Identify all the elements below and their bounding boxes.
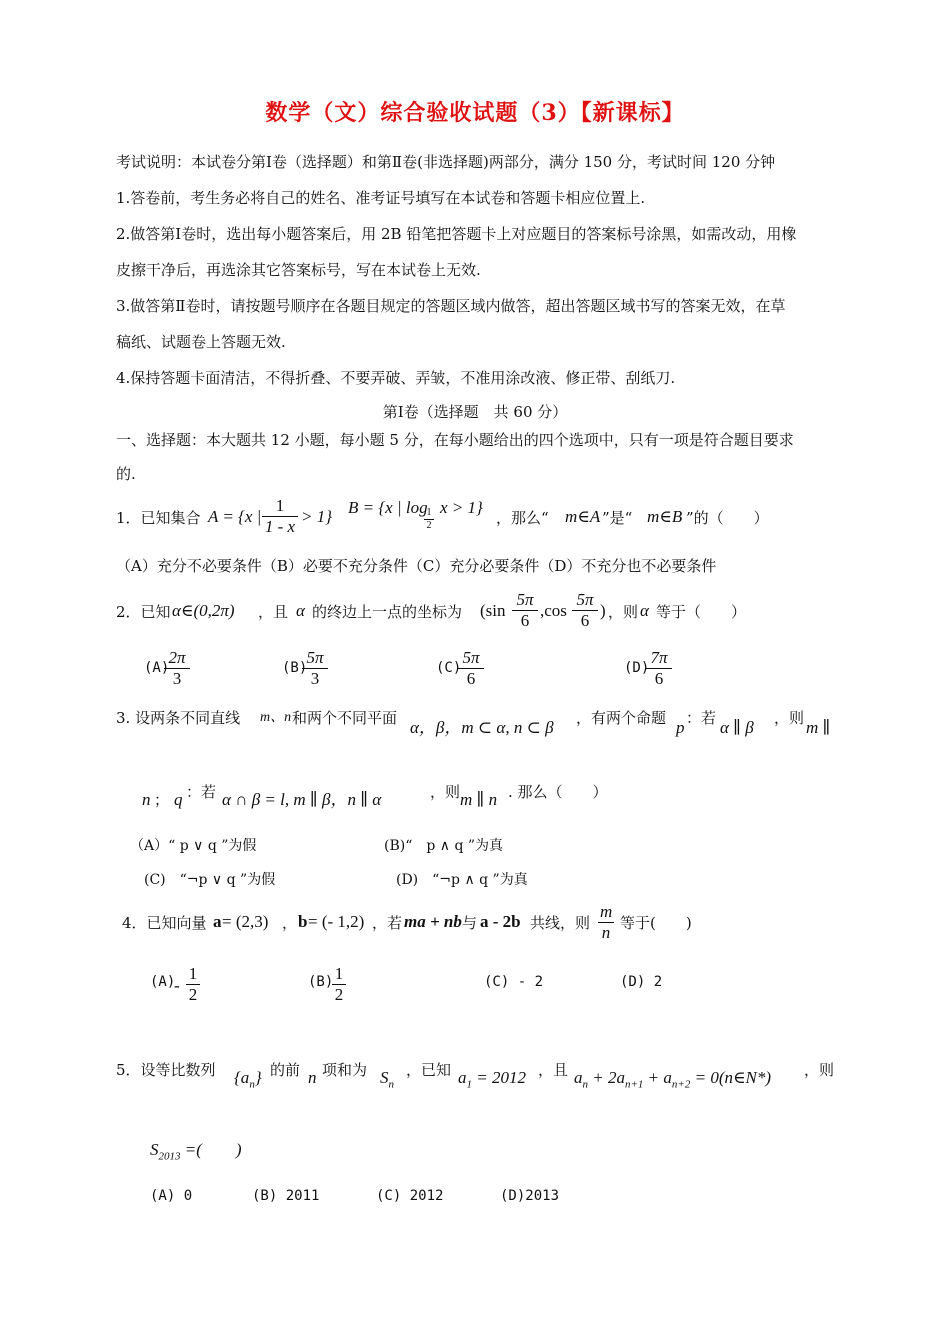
q4-suffix: 等于( ) [620,914,692,932]
q2-option-a: $\frac{2\pi}{3}$ [164,648,190,689]
q1-set-b-right: x > 1} [440,498,483,517]
q3-text: . 那么（ ） [508,783,608,801]
q3-q: q [174,790,183,809]
q2-mid: ，且 [258,603,289,621]
q3-option-b: (B)“ p ∧ q ”为真 [384,838,504,854]
q3-text: ； [154,791,170,809]
q2-mid2: 的终边上一点的坐标为 [312,603,463,621]
q4-option-b-label: (B) [308,974,334,990]
section-heading: 第Ⅰ卷（选择题 共 60 分） [382,403,568,421]
q3-option-a: （A）“ p ∨ q ”为假 [130,838,257,854]
q2-alpha: α [296,601,305,620]
q3-m-end: m ∥ [806,718,831,737]
q5-suffix: ，则 [804,1061,835,1079]
instruction-item: 稿纸、试题卷上答题无效. [116,333,286,351]
q3-text: 和两个不同平面 [292,709,398,727]
instruction-item: 2.做答第Ⅰ卷时，选出每小题答案后，用 2B 铅笔把答题卡上对应题目的答案标号涂黑，如需改动，用橡 [116,225,797,243]
instruction-item: 皮擦干净后，再选涂其它答案标号，写在本试卷上无效. [116,261,481,279]
q3-text: ，有两个命题 [576,709,667,727]
q2-option-d: $\frac{7\pi}{6}$ [646,648,672,689]
q3-option-c: (C) “¬p ∨ q ”为假 [144,872,276,888]
q4-fraction: $\frac{m}{n}$ [600,902,613,942]
q5-option-d: (D)2013 [500,1188,560,1204]
q5-s2013: $S_{2013}$ =( ) [150,1140,242,1163]
q5-option-a: (A) 0 [150,1188,193,1204]
q4-mid3: 共线，则 [530,914,591,932]
instruction-item: 1.答卷前，考生务必将自己的姓名、准考证号填写在本试卷和答题卡相应位置上. [116,189,646,207]
instruction-item: 3.做答第Ⅱ卷时，请按题号顺序在各题目规定的答题区域内做答，超出答题区域书写的答案无效，在草 [116,297,786,315]
q4-b-value: = (- 1,2) [308,912,365,931]
q2-fraction-sin: $\frac{5\pi}{6}$ [512,590,538,631]
q1-log-base: $\frac{1}{2}$ [424,507,434,532]
instruction-item: 4.保持答题卡面清洁，不得折叠、不要弄破、弄皱，不准用涂改液、修正带、刮纸刀. [116,369,676,387]
q5-text: 项和为 [322,1061,368,1079]
q2-option-d-label: (D) [624,660,650,676]
q1-set-a-right: > 1} [301,507,333,526]
q3-text: 3. 设两条不同直线 [116,709,241,727]
q4-prefix: 4．已知向量 [122,914,207,932]
q3-text: ，则 [430,783,461,801]
instructions-intro: 考试说明：本试卷分第Ⅰ卷（选择题）和第Ⅱ卷(非选择题)两部分，满分 150 分，考试时间 120 分钟 [116,153,776,171]
q4-combo1: ma + nb [404,912,462,931]
section-description-end: 的. [116,465,136,483]
page-title: 数学（文）综合验收试题（3）【新课标】 [265,100,685,126]
q2-prefix: 2．已知 [116,603,171,621]
q2-alpha-range: α∈(0,2π) [172,601,235,620]
q4-option-a-sign: - [174,976,180,995]
q5-text: ，已知 [406,1061,452,1079]
q3-p: p [676,718,685,737]
q2-coord-sin: (sin [480,601,506,620]
q3-option-d: (D) “¬p ∧ q ”为真 [396,872,528,888]
q4-option-a: $\frac{1}{2}$ [186,964,200,1005]
q2-fraction-cos: $\frac{5\pi}{6}$ [572,590,598,631]
q4-mid: ，若 [372,914,403,932]
q3-lines: m、n [260,710,292,725]
q5-text: ，且 [538,1061,569,1079]
q2-option-c: $\frac{5\pi}{6}$ [458,648,484,689]
q3-text: ，则 [774,709,805,727]
section-description: 一、选择题：本大题共 12 小题，每小题 5 分，在每小题给出的四个选项中，只有一项是符合题目要求 [116,431,794,449]
q2-close: ) [600,601,606,620]
q4-a-value: = (2,3) [222,912,269,931]
q1-options: （A）充分不必要条件（B）必要不充分条件（C）充分必要条件（D）不充分也不必要条件 [116,557,717,575]
q1-set-b-left: B = {x | log [348,498,428,517]
q5-a1: $a_1 = 2012$ [458,1068,526,1091]
q2-option-b-label: (B) [282,660,308,676]
q4-combo2: a - 2b [480,912,521,931]
q1-middle: ，那么“ [496,509,549,527]
q2-option-c-label: (C) [436,660,462,676]
q4-option-b: $\frac{1}{2}$ [332,964,346,1005]
q3-cond-a: α ∥ β [720,718,754,737]
q5-prefix: 5．设等比数列 [116,1061,216,1079]
q1-mid2: ”是“ [602,509,633,527]
q2-alpha-2: α [640,601,649,620]
q2-option-b: $\frac{5\pi}{3}$ [302,648,328,689]
q4-option-c: (C) - 2 [484,974,544,990]
q1-fraction: $\frac{1}{1 - x}$ [262,496,298,537]
q5-option-c: (C) 2012 [376,1188,444,1204]
q5-sequence: $\{a_n\}$ [234,1068,262,1091]
q5-text: 的前 [270,1061,301,1079]
q3-planes: α，β，m ⊂ α, n ⊂ β [410,718,554,737]
q5-recurrence: $a_n + 2a_{n+1} + a_{n+2}$ = 0(n∈N*) [574,1068,772,1091]
q4-comma: ， [282,914,298,932]
q2-suffix: 等于（ ） [656,603,747,621]
q4-option-a-label: (A) [150,974,176,990]
q3-text: ：若 [186,783,217,801]
q2-mid3: ，则 [608,603,639,621]
q3-n: n [142,790,151,809]
q1-prefix: 1．已知集合 [116,509,201,527]
q1-cond2: m∈B [647,507,683,526]
q4-vector-a: a [213,912,222,931]
q4-option-d: (D) 2 [620,974,663,990]
q5-n: n [308,1068,317,1087]
q1-suffix: ”的（ ） [686,509,769,527]
q2-coord-cos: ,cos [540,601,567,620]
q4-mid2: 与 [462,914,478,932]
q4-vector-b: b [298,912,308,931]
q3-text: ：若 [686,709,717,727]
q1-cond1: m∈A [565,507,601,526]
q1-set-a-left: A = {x | [208,507,262,526]
q3-cond-b: α ∩ β = l, m ∥ β，n ∥ α [222,790,382,809]
q3-conclusion: m ∥ n [460,790,498,809]
q2-option-a-label: (A) [144,660,170,676]
q5-option-b: (B) 2011 [252,1188,320,1204]
q5-sum: $S_n$ [380,1068,394,1091]
